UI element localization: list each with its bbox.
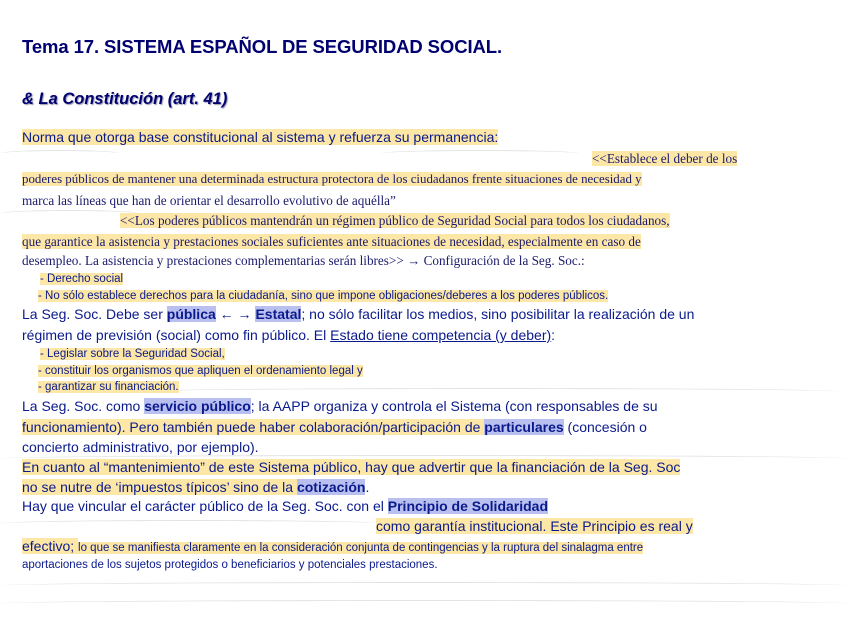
competencia-item-1 [40,348,225,360]
para2-line1 [22,398,658,414]
paper-texture [0,600,848,607]
section-subtitle: & La Constitución (art. 41) [22,90,228,108]
para-text: régimen de previsión (social) como fin público. El [22,327,331,343]
para-text: funcionamiento). Pero también puede haber colaboración/participación de [22,419,485,435]
underlined-text: Estado tiene competencia (y deber) [330,327,552,343]
keyword-estatal: Estatal [255,306,302,322]
item-text: - Legislar sobre la Seguridad Social, [40,348,225,360]
para4-line1 [22,498,548,514]
quote2-text: que garantice la asistencia y prestaciones sociales suficientes ante situaciones de necesidad, especialmente en caso de [22,234,641,249]
para-text: La Seg. Soc. Debe ser [22,306,167,322]
quote2-line1 [120,213,670,229]
keyword-principio-solidaridad: Principio de Solidaridad [387,498,549,514]
para1-line1 [22,306,694,322]
intro-text: Norma que otorga base constitucional al sistema y refuerza su permanencia: [22,129,499,145]
para4-line4: aportaciones de los sujetos protegidos o beneficiarios y potenciales prestaciones. [22,559,438,571]
quote2-line3: desempleo. La asistencia y prestaciones complementarias serán libres>> → Configuración de la Seg. Soc.: [22,253,585,268]
para1-line2 [22,327,555,343]
bullet-text: - No sólo establece derechos para la ciudadanía, sino que impone obligaciones/deberes a los poderes públicos. [38,290,609,302]
quote2-line2 [22,234,641,250]
para3-line1 [22,459,680,475]
paper-texture [0,520,380,527]
page-title: Tema 17. SISTEMA ESPAÑOL DE SEGURIDAD SOCIAL. [22,36,503,57]
competencia-item-2 [38,365,363,377]
keyword-servicio-publico: servicio público [144,398,251,414]
paper-texture [140,388,840,395]
paper-texture [0,582,848,589]
paper-texture [0,210,140,217]
quote1-text: <<Establece el deber de los [592,151,738,166]
para4-line2 [376,518,693,534]
para-text: ; no sólo facilitar los medios, sino posibilitar la realización de un [301,306,695,322]
para-text: En cuanto al “mantenimiento” de este Sistema público, hay que advertir que la financiación de la Seg. Soc [22,459,681,475]
para-text: (concesión o [563,419,647,435]
bullet-text: - Derecho social [40,273,124,285]
para-text: . [365,479,370,495]
intro-line [22,129,498,145]
quote1-text: poderes públicos de mantener una determinada estructura protectora de los ciudadanos frente situaciones de necesidad y [22,172,642,186]
para-text: efectivo; [22,538,79,554]
arrow-both: ← → [215,306,256,322]
quote1-line1 [592,151,737,167]
para-text: ; la AAPP organiza y controla el Sistema (con responsables de su [250,398,658,414]
para2-line2 [22,419,647,435]
paper-texture [0,150,120,157]
para-text: no se nutre de ‘impuestos típicos’ sino de la [22,479,297,495]
para-text: : [551,327,556,343]
bullet-obligaciones [38,290,608,302]
para4-line3 [22,538,643,554]
quote1-line2 [22,172,642,187]
para-text: Hay que vincular el carácter público de la Seg. Soc. con el [22,498,388,514]
para2-line3: concierto administrativo, por ejemplo). [22,439,259,455]
para-text: La Seg. Soc. como [22,398,145,414]
keyword-particulares: particulares [484,419,564,435]
item-text: - constituir los organismos que apliquen el ordenamiento legal y [38,365,363,377]
para-text: como garantía institucional. Este Principio es real y [376,518,693,534]
bullet-derecho-social [40,273,123,285]
para3-line2 [22,479,369,495]
paper-texture [380,150,580,157]
keyword-publica: pública [166,306,216,322]
quote1-line3: marca las líneas que han de orientar el desarrollo evolutivo de aquélla” [22,193,396,208]
para-text: lo que se manifiesta claramente en la consideración conjunta de contingencias y la ruptura del sinalagma entre [78,542,644,554]
quote2-text: <<Los poderes públicos mantendrán un régimen público de Seguridad Social para todos los ciudadanos, [120,213,670,228]
item-text: - garantizar su financiación. [38,381,179,393]
competencia-item-3 [38,381,179,393]
keyword-cotizacion: cotización [296,479,366,495]
